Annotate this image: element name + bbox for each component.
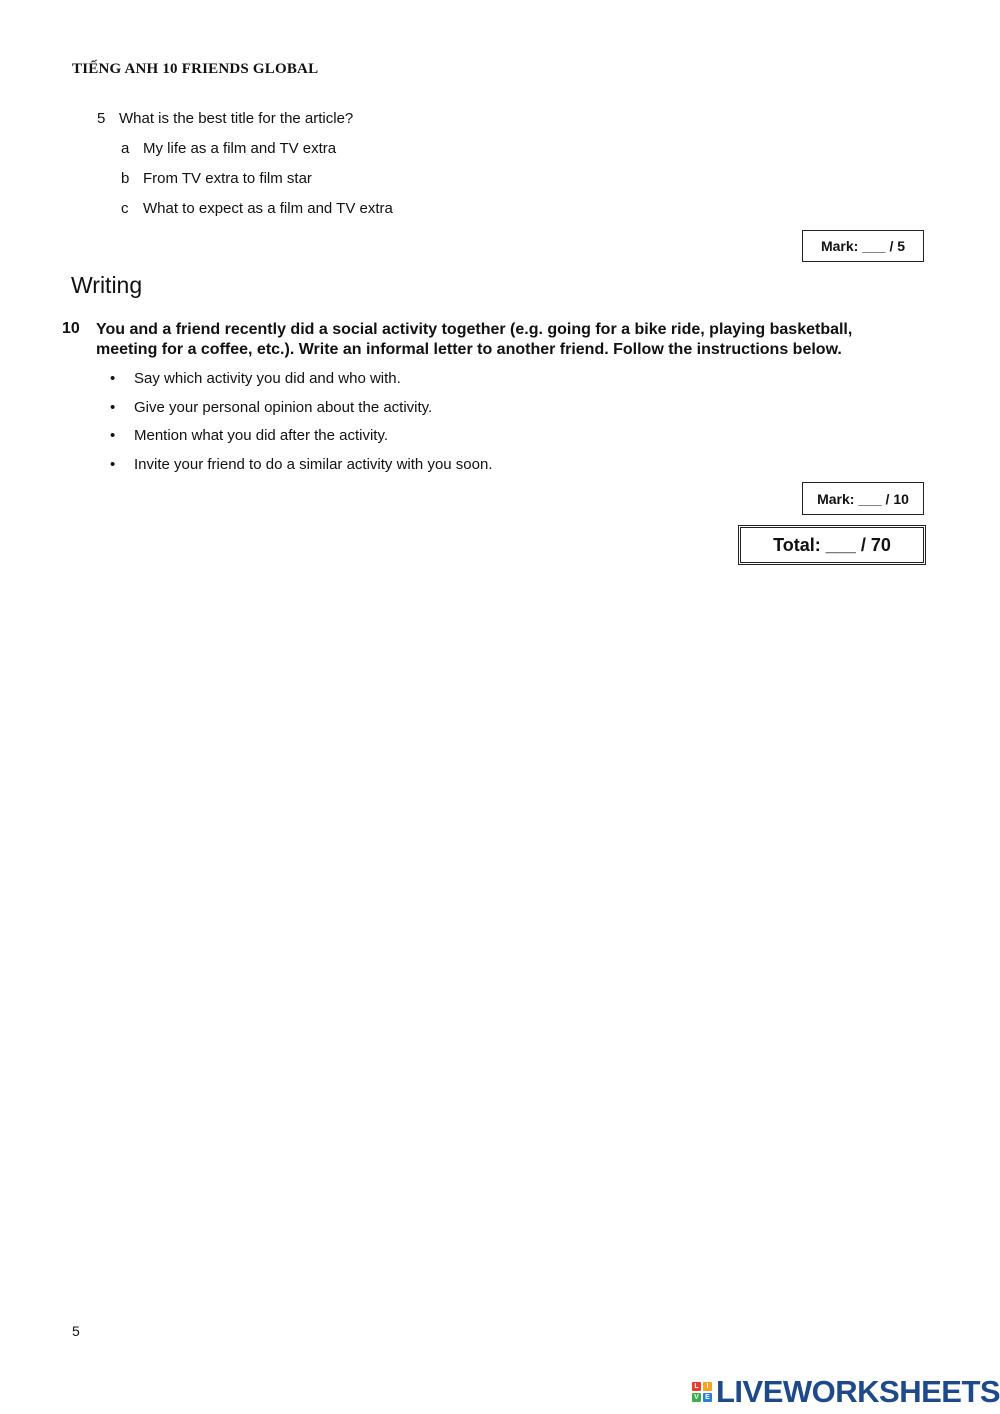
logo-grid-icon (692, 1382, 712, 1402)
question-number: 5 (97, 110, 106, 127)
logo-tile: I (703, 1382, 712, 1391)
option-letter-c: c (121, 200, 129, 217)
option-letter-a: a (121, 140, 130, 157)
logo-tile: E (703, 1393, 712, 1402)
page-number: 5 (72, 1323, 80, 1339)
mark-box-reading: Mark: ___ / 5 (802, 230, 924, 262)
instruction-bullet: Say which activity you did and who with. (134, 370, 401, 387)
instruction-bullet: Mention what you did after the activity. (134, 427, 389, 444)
liveworksheets-logo (692, 1374, 1000, 1410)
logo-text: LIVEWORKSHEETS (716, 1374, 1000, 1409)
bullet-dot: • (110, 370, 116, 387)
section-title: Writing (71, 272, 143, 298)
logo-tile: L (692, 1382, 701, 1391)
bullet-dot: • (110, 427, 116, 444)
option-letter-b: b (121, 170, 130, 187)
instruction-bullet: Invite your friend to do a similar activity with you soon. (134, 456, 493, 473)
task-number: 10 (62, 320, 80, 337)
option-a[interactable]: My life as a film and TV extra (143, 140, 337, 157)
document-header: TIẾNG ANH 10 FRIENDS GLOBAL (72, 61, 319, 77)
bullet-dot: • (110, 399, 116, 416)
question-text: What is the best title for the article? (119, 110, 354, 127)
bullet-dot: • (110, 456, 116, 473)
option-c[interactable]: What to expect as a film and TV extra (143, 200, 393, 217)
mark-box-writing: Mark: ___ / 10 (802, 482, 924, 515)
logo-tile: V (692, 1393, 701, 1402)
task-instructions: You and a friend recently did a social activity together (e.g. going for a bike ride, playing basketball, meeting for a coffee, etc.). Write an informal letter to another friend. Follow the instructions below. (96, 321, 853, 358)
total-box: Total: ___ / 70 (738, 525, 926, 565)
instruction-bullet: Give your personal opinion about the activity. (134, 399, 433, 416)
option-b[interactable]: From TV extra to film star (143, 170, 312, 187)
